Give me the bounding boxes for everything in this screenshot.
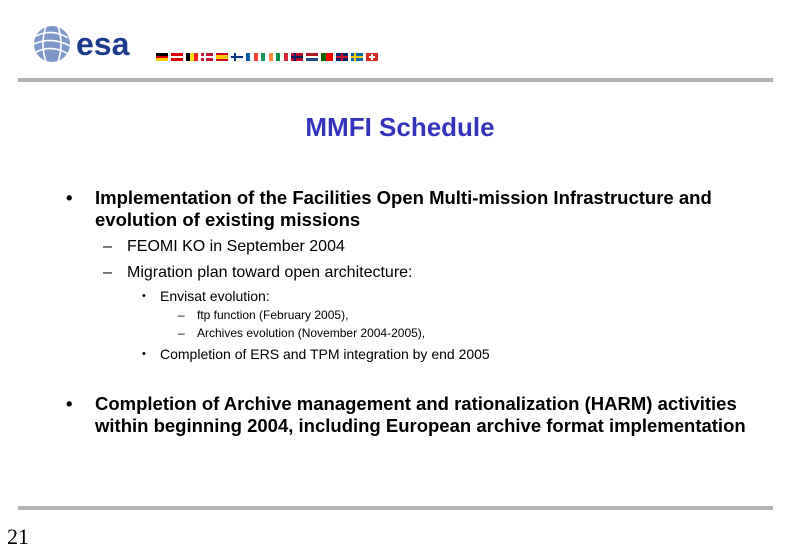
dash-marker: – — [103, 238, 112, 255]
bullet-marker: • — [66, 393, 73, 414]
dash-marker: – — [178, 308, 185, 322]
flag-portugal-icon — [321, 53, 333, 61]
flag-italy-icon — [276, 53, 288, 61]
flag-denmark-icon — [201, 53, 213, 61]
flag-finland-icon — [231, 53, 243, 61]
slide-content — [66, 187, 766, 437]
bullet-text: Archives evolution (November 2004-2005), — [197, 326, 426, 340]
dash-marker: – — [178, 326, 185, 340]
bullet-level4 — [178, 307, 766, 323]
bullet-text: Implementation of the Facilities Open Multi-mission Infrastructure and evolution of existing missions — [95, 187, 712, 230]
bullet-marker: • — [142, 290, 146, 302]
page-number: 21 — [7, 524, 29, 549]
bullet-text: Envisat evolution: — [160, 288, 270, 304]
bullet-level1 — [66, 187, 766, 231]
bullet-text: FEOMI KO in September 2004 — [127, 238, 345, 255]
bullet-level1 — [66, 393, 766, 437]
flag-ireland-icon — [261, 53, 273, 61]
footer-divider — [18, 506, 773, 510]
flag-switzerland-icon — [366, 53, 378, 61]
bullet-level3 — [142, 345, 766, 363]
dash-marker: – — [103, 264, 112, 281]
flag-germany-icon — [156, 53, 168, 61]
bullet-level4 — [178, 325, 766, 341]
flag-france-icon — [246, 53, 258, 61]
globe-icon — [34, 26, 70, 62]
bullet-text: Completion of ERS and TPM integration by end 2005 — [160, 346, 490, 362]
flag-sweden-icon — [351, 53, 363, 61]
bullet-level2 — [103, 237, 766, 257]
bullet-marker: • — [142, 348, 146, 360]
flag-austria-icon — [171, 53, 183, 61]
flag-spain-icon — [216, 53, 228, 61]
bullet-text: Completion of Archive management and rationalization (HARM) activities within beginning 2004, including European archive format implementation — [95, 393, 746, 436]
bullet-marker: • — [66, 187, 73, 208]
flag-uk-icon — [336, 53, 348, 61]
flag-belgium-icon — [186, 53, 198, 61]
member-flags — [156, 53, 378, 61]
bullet-level2 — [103, 263, 766, 283]
bullet-text: ftp function (February 2005), — [197, 308, 349, 322]
header-divider — [18, 78, 773, 82]
bullet-level3 — [142, 287, 766, 305]
bullet-text: Migration plan toward open architecture: — [127, 264, 413, 281]
flag-norway-icon — [291, 53, 303, 61]
slide-title: MMFI Schedule — [305, 112, 495, 142]
logo-text: esa — [76, 26, 130, 62]
flag-netherlands-icon — [306, 53, 318, 61]
